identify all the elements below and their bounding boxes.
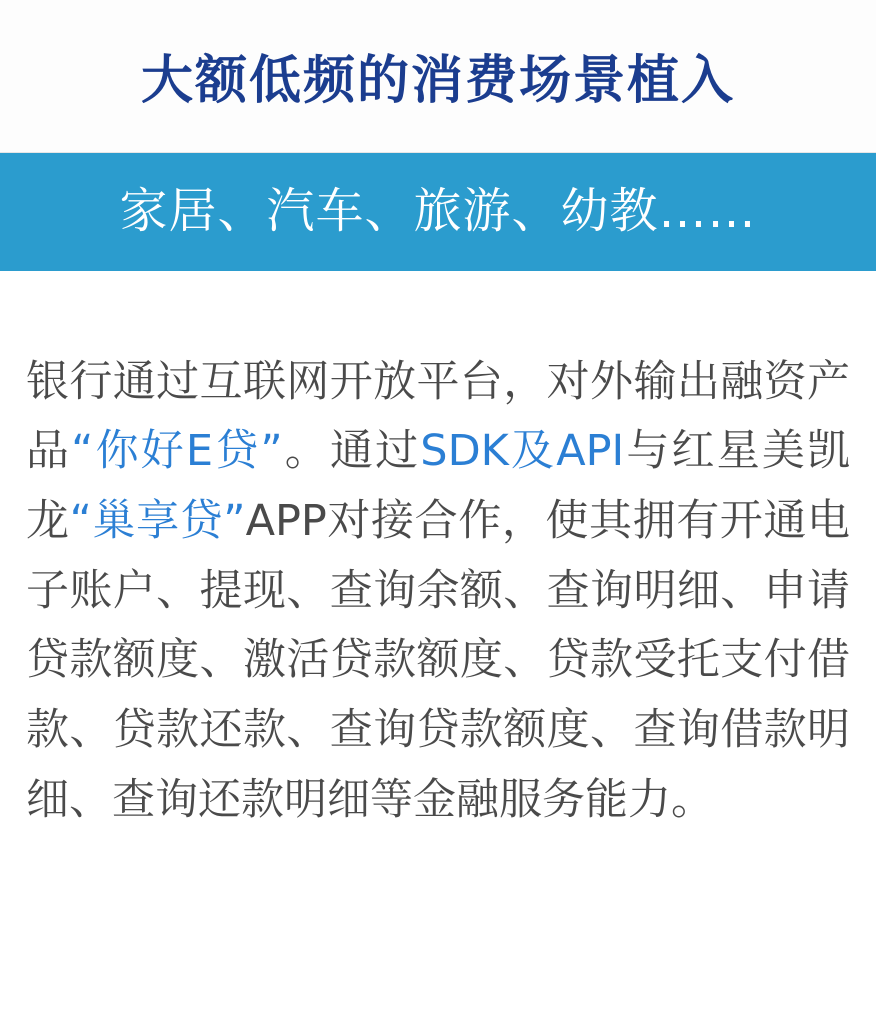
body-paragraph [26,348,850,836]
body-segment-1: 银行通过互联网开放平台，对外输出融资产品 [26,356,850,477]
body-highlight-2: SDK及API [420,426,625,477]
body-area [0,271,876,1028]
body-segment-2: 。通过 [282,426,421,477]
banner-label: 家居、汽车、旅游、幼教…… [119,183,757,240]
subtitle-banner [0,153,876,271]
page-title: 大额低频的消费场景植入 [140,51,735,111]
body-highlight-3: “巢享贷” [69,496,246,547]
body-highlight-1: “你好E贷” [71,426,283,477]
title-area [0,0,876,153]
body-segment-4: APP对接合作，使其拥有开通电子账户、提现、查询余额、查询明细、申请贷款额度、激活贷款额度、贷款受托支付借款、贷款还款、查询贷款额度、查询借款明细、查询还款明细等金融服务能力。 [26,496,851,825]
body-segment-3: 与红星美凯龙 [26,426,851,547]
